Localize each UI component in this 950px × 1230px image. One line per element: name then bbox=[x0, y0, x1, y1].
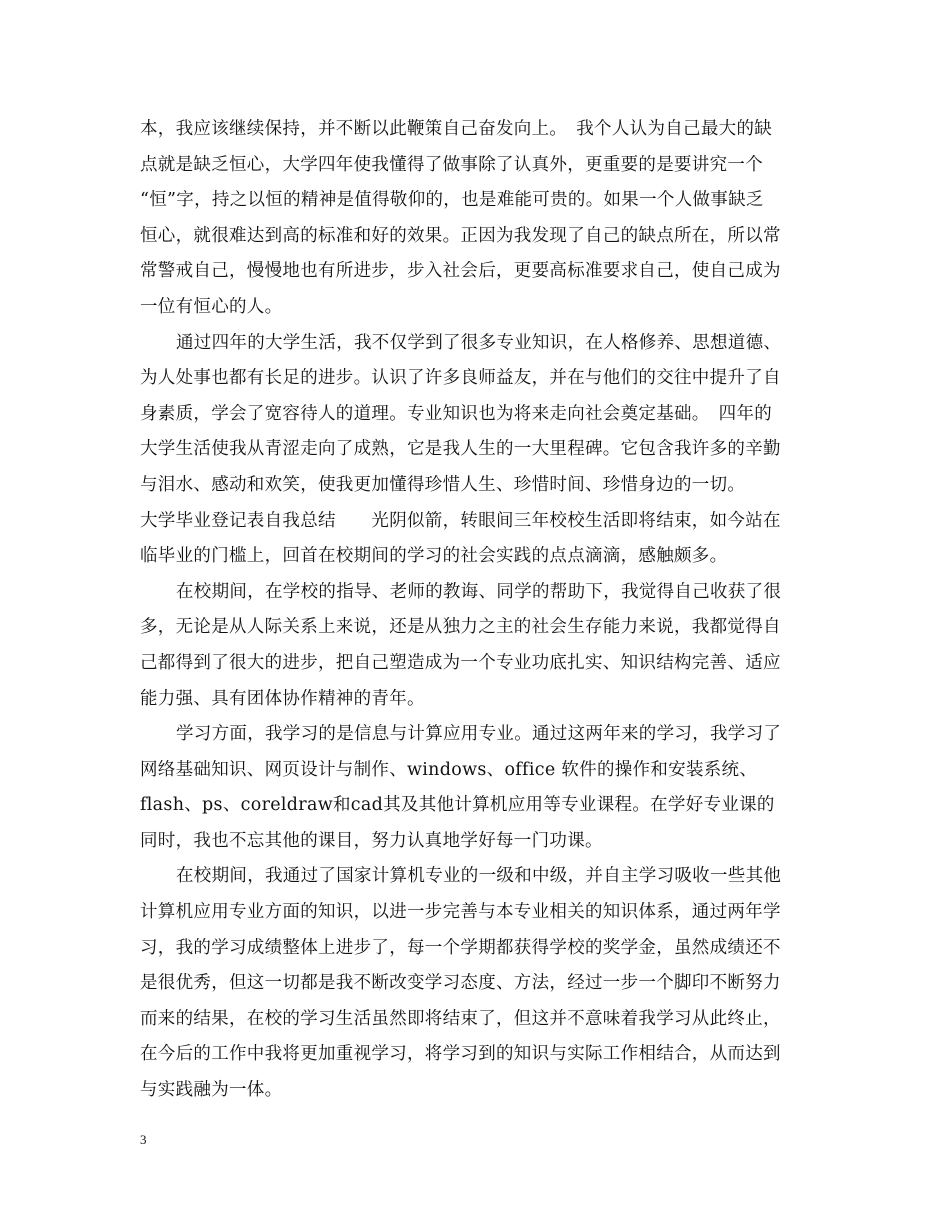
text-line: 多，无论是从人际关系上来说，还是从独力之主的社会生存能力来说，我都觉得自 bbox=[140, 617, 781, 638]
text-line: 计算机应用专业方面的知识，以进一步完善与本专业相关的知识体系，通过两年学 bbox=[140, 902, 781, 923]
paragraph-first-line: 在校期间，在学校的指导、老师的教诲、同学的帮助下，我觉得自己收获了很 bbox=[176, 581, 782, 602]
paragraph-first-line: 在校期间，我通过了国家计算机专业的一级和中级，并自主学习吸收一些其他 bbox=[176, 866, 782, 887]
text-line: 恒心，就很难达到高的标准和好的效果。正因为我发现了自己的缺点所在，所以常 bbox=[140, 225, 781, 246]
text-line: 大学生活使我从青涩走向了成熟，它是我人生的一大里程碑。它包含我许多的辛勤 bbox=[140, 439, 781, 460]
text-line: 常警戒自己，慢慢地也有所进步，步入社会后，更要高标准要求自己，使自己成为 bbox=[140, 261, 781, 282]
text-line: 身素质，学会了宽容待人的道理。专业知识也为将来走向社会奠定基础。 四年的 bbox=[140, 403, 773, 424]
text-line: 网络基础知识、网页设计与制作、windows、office 软件的操作和安装系统、 bbox=[140, 759, 758, 780]
text-line: “恒”字，持之以恒的精神是值得敬仰的，也是难能可贵的。如果一个人做事缺乏 bbox=[140, 190, 764, 211]
page-number: 3 bbox=[140, 1132, 147, 1147]
document-body bbox=[140, 112, 830, 1109]
text-line: 习，我的学习成绩整体上进步了，每一个学期都获得学校的奖学金，虽然成绩还不 bbox=[140, 937, 781, 958]
text-line: 己都得到了很大的进步，把自己塑造成为一个专业功底扎实、知识结构完善、适应 bbox=[140, 652, 781, 673]
text-line: 在今后的工作中我将更加重视学习，将学习到的知识与实际工作相结合，从而达到 bbox=[140, 1044, 781, 1065]
text-line: 与泪水、感动和欢笑，使我更加懂得珍惜人生、珍惜时间、珍惜身边的一切。 bbox=[140, 474, 746, 495]
text-line: 同时，我也不忘其他的课目，努力认真地学好每一门功课。 bbox=[140, 830, 603, 851]
paragraph-first-line: 学习方面，我学习的是信息与计算应用专业。通过这两年来的学习，我学习了 bbox=[176, 724, 782, 745]
text-line: 点就是缺乏恒心，大学四年使我懂得了做事除了认真外，更重要的是要讲究一个 bbox=[140, 154, 763, 175]
text-line: 是很优秀，但这一切都是我不断改变学习态度、方法，经过一步一个脚印不断努力 bbox=[140, 973, 781, 994]
text-line: 与实践融为一体。 bbox=[140, 1080, 283, 1101]
text-line: 本，我应该继续保持，并不断以此鞭策自己奋发向上。 我个人认为自己最大的缺 bbox=[140, 119, 773, 139]
text-line: 能力强、具有团体协作精神的青年。 bbox=[140, 688, 425, 709]
section-heading-line: 大学毕业登记表自我总结 光阴似箭，转眼间三年校校生活即将结束，如今站在 bbox=[140, 510, 781, 531]
text-line: flash、ps、coreldraw和cad其及其他计算机应用等专业课程。在学好专业课的 bbox=[140, 795, 775, 816]
text-line: 一位有恒心的人。 bbox=[140, 296, 283, 317]
paragraph-first-line: 通过四年的大学生活，我不仅学到了很多专业知识，在人格修养、思想道德、 bbox=[176, 332, 782, 353]
text-line: 临毕业的门槛上，回首在校期间的学习的社会实践的点点滴滴，感触颇多。 bbox=[140, 546, 728, 567]
text-line: 为人处事也都有长足的进步。认识了许多良师益友，并在与他们的交往中提升了自 bbox=[140, 368, 781, 389]
text-line: 而来的结果，在校的学习生活虽然即将结束了，但这并不意味着我学习从此终止， bbox=[140, 1008, 781, 1029]
